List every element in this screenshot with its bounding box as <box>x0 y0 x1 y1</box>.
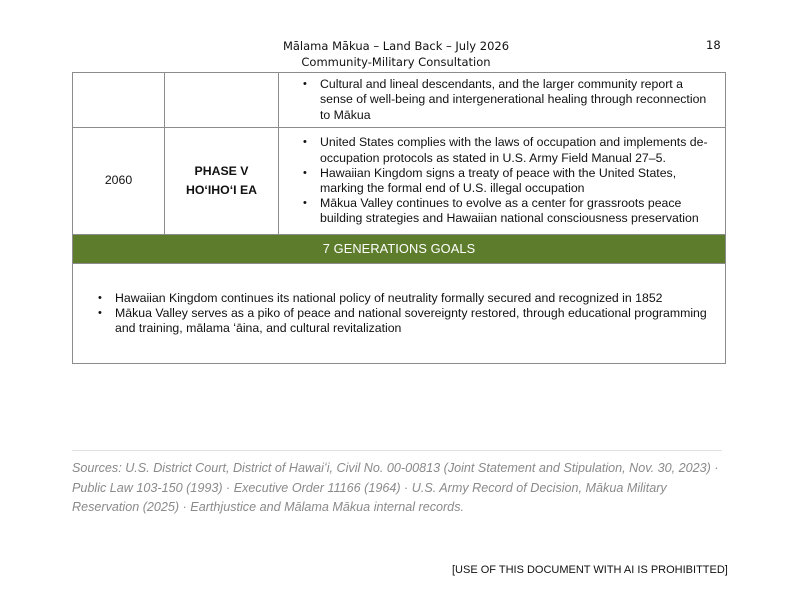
list-item: • Mākua Valley continues to evolve as a center for grassroots peace building strategies and Hawaiian national consciousness preservation <box>287 196 719 226</box>
ai-prohibition-notice: [USE OF THIS DOCUMENT WITH AI IS PROHIBITTED] <box>452 564 728 576</box>
goals-cell <box>73 264 726 364</box>
outcomes-cell <box>279 73 726 128</box>
list-item: • Mākua Valley serves as a piko of peace and national sovereignty restored, through educational programming and training, mālama ʻāina, and cultural revitalization <box>82 306 714 336</box>
list-item: • Hawaiian Kingdom signs a treaty of peace with the United States, marking the formal end of U.S. illegal occupation <box>287 166 719 196</box>
table-row-phase-v <box>73 128 726 235</box>
outcomes-list <box>279 75 725 125</box>
phase-number: PHASE V <box>194 164 249 178</box>
document-header <box>0 38 792 70</box>
page-number: 18 <box>706 38 721 52</box>
goals-row <box>73 264 726 364</box>
outcomes-cell <box>279 128 726 235</box>
year-cell: 2060 <box>73 128 165 235</box>
goals-band-heading: 7 GENERATIONS GOALS <box>73 235 726 264</box>
phase-name: HOʻIHOʻI EA <box>185 183 258 197</box>
phase-cell <box>165 128 279 235</box>
list-item: • Cultural and lineal descendants, and the larger community report a sense of well-being and intergenerational healing through reconnection to Mākua <box>287 77 719 123</box>
year-cell <box>73 73 165 128</box>
header-title: Mālama Mākua – Land Back – July 2026 <box>282 39 510 53</box>
goals-band-row <box>73 235 726 264</box>
sources-note: Sources: U.S. District Court, District of Hawaiʻi, Civil No. 00-00813 (Joint Statement and Stipulation, Nov. 30, 2023) · Public Law 103-150 (1993) · Executive Order 11166 (1964) · U.S. Army Record of Decision, Mākua Military Reservation (2025) · Earthjustice and Mālama Mākua internal records. <box>72 461 719 515</box>
header-subtitle: Community-Military Consultation <box>301 55 491 69</box>
phase-plan-table <box>72 72 726 364</box>
list-item: • United States complies with the laws of occupation and implements de-occupation protocols as stated in U.S. Army Field Manual 27–5. <box>287 135 719 165</box>
table-row-continued <box>73 73 726 128</box>
list-item: • Hawaiian Kingdom continues its national policy of neutrality formally secured and recognized in 1852 <box>82 291 714 306</box>
outcomes-list <box>279 133 725 228</box>
divider <box>72 450 722 451</box>
goals-list <box>74 291 724 337</box>
phase-cell <box>165 73 279 128</box>
